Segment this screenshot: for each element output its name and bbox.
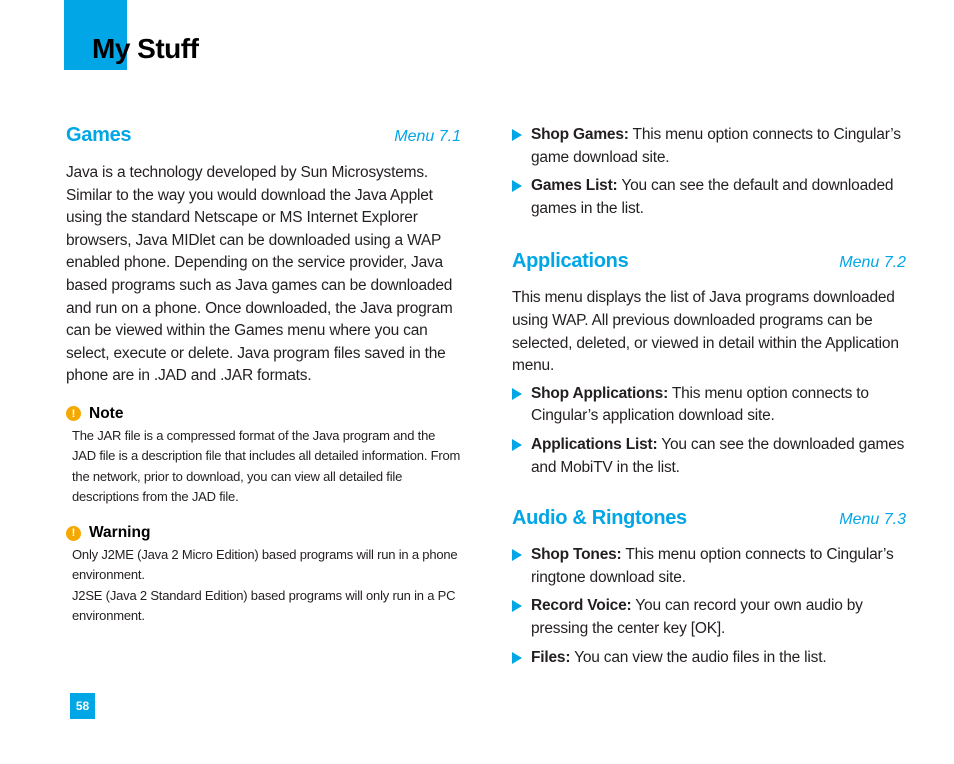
note-text: The JAR file is a compressed format of the Java program and the JAD file is a description file that includes all detailed information. From the network, prior to download, you can view all detailed file descriptions from the JAD file.	[72, 427, 461, 504]
bullet-text: You can see the default and downloaded games in the list.	[531, 177, 894, 217]
warning-line-2: J2SE (Java 2 Standard Edition) based programs will only run in a PC environment.	[72, 587, 456, 624]
list-item	[512, 175, 906, 220]
left-column	[66, 124, 461, 626]
warning-title: Warning	[89, 524, 151, 542]
bullet-text: This menu option connects to Cingular’s application download site.	[531, 384, 869, 425]
note-heading	[66, 405, 461, 423]
games-title: Games	[66, 124, 132, 146]
bullet-label: Games List:	[531, 177, 618, 195]
applications-heading	[512, 250, 906, 273]
bullet-label: Shop Tones:	[531, 546, 622, 564]
audio-heading	[512, 507, 906, 530]
audio-menu-number: Menu 7.3	[839, 511, 906, 529]
games-description: Java is a technology developed by Sun Microsystems. Similar to the way you would download the Java Applet using the standard Netscape or MS Internet Explorer browsers, Java MIDlet can be downloaded using a WAP enabled phone. Depending on the service provider, Java based programs such as Java games can be downloaded and run on a phone. Once downloaded, the Java program can be viewed within the Games menu where you can select, execute or delete. Java program files saved in the phone are in .JAD and .JAR formats.	[66, 164, 453, 385]
triangle-right-icon	[512, 549, 522, 561]
warning-line-1: Only J2ME (Java 2 Micro Edition) based programs will run in a phone environment.	[72, 547, 458, 583]
page-number: 58	[70, 693, 95, 719]
games-heading	[66, 124, 461, 147]
applications-description: This menu displays the list of Java programs downloaded using WAP. All previous downloaded programs can be selected, deleted, or viewed in detail within the Application menu.	[512, 289, 899, 375]
applications-title: Applications	[512, 250, 629, 273]
list-item	[512, 595, 906, 640]
bullet-label: Shop Applications:	[531, 384, 669, 402]
triangle-right-icon	[512, 129, 522, 141]
triangle-right-icon	[512, 388, 522, 400]
bullet-text: You can see the downloaded games and MobiTV in the list.	[531, 435, 905, 476]
bullet-text: This menu option connects to Cingular’s game download site.	[531, 126, 901, 166]
warning-heading	[66, 524, 461, 542]
triangle-right-icon	[512, 600, 522, 612]
bullet-label: Files:	[531, 648, 571, 666]
list-item	[512, 124, 906, 169]
triangle-right-icon	[512, 652, 522, 664]
note-title: Note	[89, 404, 124, 422]
bullet-text: You can record your own audio by pressing the center key [OK].	[531, 597, 863, 637]
page-title: My Stuff	[92, 33, 199, 64]
games-menu-number: Menu 7.1	[394, 128, 461, 145]
audio-title: Audio & Ringtones	[512, 507, 687, 530]
bullet-label: Applications List:	[531, 435, 658, 453]
bullet-label: Shop Games:	[531, 126, 629, 143]
triangle-right-icon	[512, 439, 522, 451]
applications-menu-number: Menu 7.2	[839, 254, 906, 272]
bullet-text: You can view the audio files in the list.	[570, 648, 827, 666]
list-item	[512, 383, 906, 428]
exclamation-icon: !	[66, 526, 81, 541]
list-item	[512, 434, 906, 479]
right-column	[512, 124, 906, 669]
bullet-label: Record Voice:	[531, 597, 632, 615]
triangle-right-icon	[512, 180, 522, 192]
list-item	[512, 544, 906, 589]
list-item	[512, 647, 906, 670]
bullet-text: This menu option connects to Cingular’s ringtone download site.	[531, 546, 894, 586]
exclamation-icon: !	[66, 406, 81, 421]
